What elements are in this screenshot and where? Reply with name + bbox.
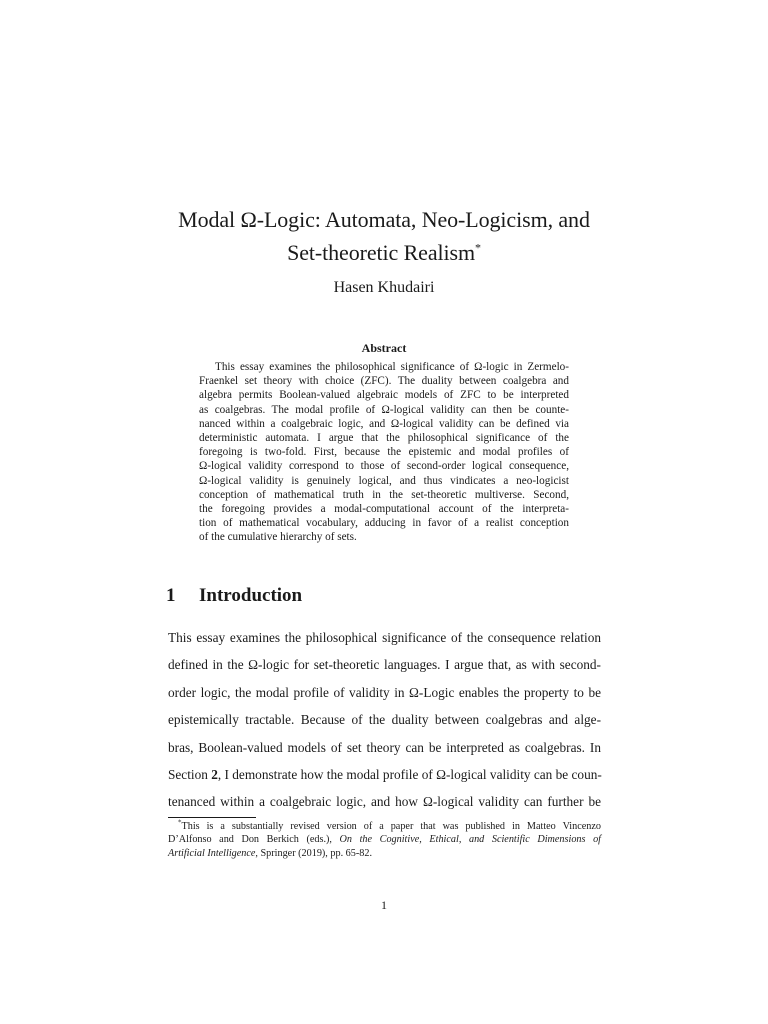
footnote-text: D’Alfonso and Don Berkich (eds.),	[168, 834, 340, 846]
abstract-line: of the cumulative hierarchy of sets.	[199, 531, 357, 544]
body-line: bras, Boolean-valued models of set theory can be interpreted as coalgebras. In	[168, 739, 601, 755]
section-reference-link[interactable]: 2	[211, 766, 218, 782]
footnote	[168, 820, 601, 860]
page-number: 1	[381, 898, 387, 912]
footnote-line	[168, 833, 601, 846]
body-line: order logic, the modal profile of validity in Ω-Logic enables the property to be	[168, 684, 601, 700]
abstract-body	[199, 360, 569, 544]
author-name: Hasen Khudairi	[333, 279, 435, 296]
title-footnote-marker[interactable]: *	[475, 240, 481, 255]
section-title: Introduction	[199, 585, 303, 606]
paper-title	[120, 203, 648, 269]
body-line: tenanced within a coalgebraic logic, and how Ω-logical validity can further be	[168, 794, 601, 810]
abstract-heading: Abstract	[361, 341, 407, 355]
footnote-book-title: On the Cognitive, Ethical, and Scientific Dimensions of	[339, 834, 601, 846]
body-line: defined in the Ω-logic for set-theoretic languages. I argue that, as with second-	[168, 657, 601, 673]
footnote-text: This is a substantially revised version of a paper that was published in Matteo Vincenzo	[181, 821, 601, 832]
abstract-line: This essay examines the philosophical significance of Ω-logic in Zermelo-	[215, 361, 569, 373]
abstract-line: the foregoing provides a modal-computational account of the interpreta-	[199, 502, 569, 515]
title-line-2-text: Set-theoretic Realism	[287, 240, 475, 265]
footnote-line	[168, 847, 601, 860]
body-line: This essay examines the philosophical significance of the consequence relation	[168, 630, 601, 645]
title-line-2	[120, 236, 648, 269]
footnote-text: , Springer (2019), pp. 65-82.	[255, 847, 372, 859]
abstract-line: Ω-logical validity correspond to those of second-order logical consequence,	[199, 460, 569, 473]
footnote-marker: *	[178, 818, 182, 827]
body-line	[168, 761, 601, 788]
abstract-line: algebra permits Boolean-valued algebraic models of ZFC to be interpreted	[199, 389, 569, 402]
section-number: 1	[166, 585, 176, 606]
abstract-line: as coalgebras. The modal profile of Ω-logical validity can then be counte-	[199, 403, 569, 416]
body-paragraph	[168, 624, 601, 816]
abstract-line: deterministic automata. I argue that the philosophical significance of the	[199, 431, 569, 444]
abstract-line: tion of mathematical vocabulary, adducing in favor of a realist conception	[199, 517, 569, 530]
abstract-line: nanced within a coalgebraic logic, and Ω-logical validity can be defined via	[199, 417, 569, 430]
abstract-line: foregoing is two-fold. First, because the epistemic and modal profiles of	[199, 446, 569, 459]
footnote-book-title: Artificial Intelligence	[168, 847, 256, 859]
abstract-line: conception of mathematical truth in the set-theoretic multiverse. Second,	[199, 488, 569, 501]
abstract-line: Ω-logical validity is genuinely logical, and thus vindicates a neo-logicist	[199, 474, 569, 487]
footnote-line	[168, 820, 601, 833]
body-line-text: , I demonstrate how the modal profile of Ω-logical validity can be coun-	[217, 766, 602, 782]
abstract-line: Fraenkel set theory with choice (ZFC). The duality between coalgebra and	[199, 375, 569, 388]
title-line-1: Modal Ω-Logic: Automata, Neo-Logicism, and	[178, 207, 590, 232]
body-line: epistemically tractable. Because of the duality between coalgebras and alge-	[168, 712, 601, 728]
body-line-text: Section	[168, 766, 212, 782]
section-heading	[166, 585, 302, 607]
